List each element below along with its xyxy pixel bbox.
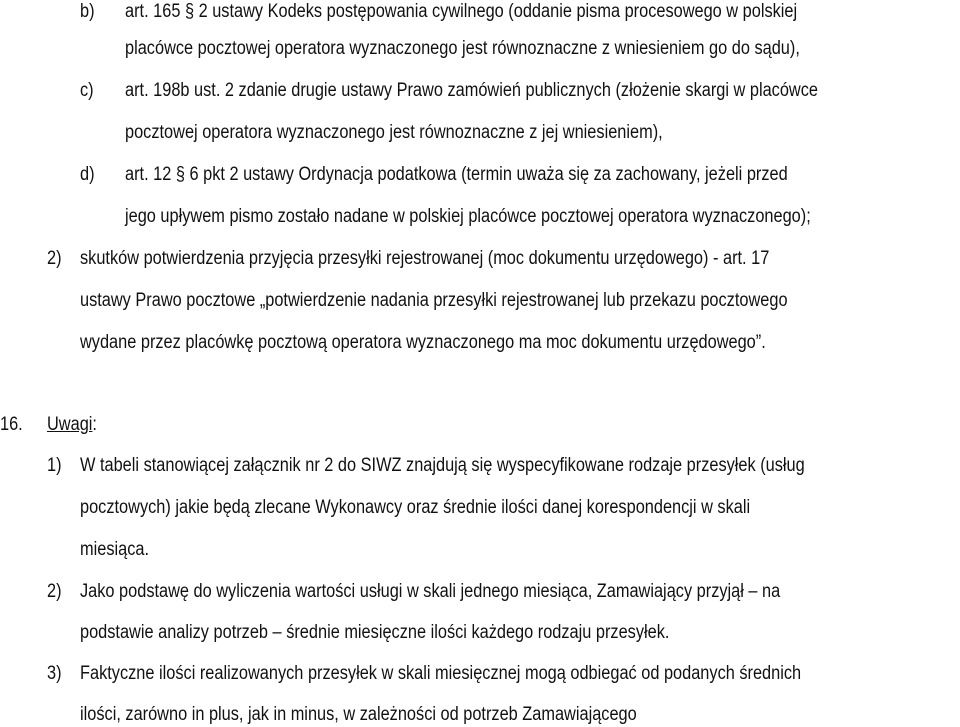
list-item-2-line-3: wydane przez placówkę pocztową operatora wyznaczonego ma moc dokumentu urzędowego”. <box>80 332 766 353</box>
list-item-d-line-2: jego upływem pismo zostało nadane w polskiej placówce pocztowej operatora wyznaczonego); <box>125 206 811 227</box>
section-heading <box>47 413 97 437</box>
list-item-b-line-1: art. 165 § 2 ustawy Kodeks postępowania cywilnego (oddanie pisma procesowego w polskiej <box>125 1 798 22</box>
list-label-d: d) <box>80 164 95 185</box>
note-label-3: 3) <box>47 663 62 684</box>
note-label-1: 1) <box>47 455 62 476</box>
note-3-line-2: ilości, zarówno in plus, jak in minus, w zależności od potrzeb Zamawiającego <box>80 704 637 725</box>
note-3-line-1: Faktyczne ilości realizowanych przesyłek w skali miesięcznej mogą odbiegać od podanych średnich <box>80 663 802 684</box>
list-item-2-line-1: skutków potwierdzenia przyjęcia przesyłki rejestrowanej (moc dokumentu urzędowego) - art. 17 <box>80 248 770 269</box>
note-1-line-1: W tabeli stanowiącej załącznik nr 2 do SIWZ znajdują się wyspecyfikowane rodzaje przesyłek (usług <box>80 455 805 476</box>
note-2-line-2: podstawie analizy potrzeb – średnie miesięczne ilości każdego rodzaju przesyłek. <box>80 622 670 643</box>
note-1-line-2: pocztowych) jakie będą zlecane Wykonawcy oraz średnie ilości danej korespondencji w skali <box>80 497 751 518</box>
note-2-line-1: Jako podstawę do wyliczenia wartości usługi w skali jednego miesiąca, Zamawiający przyjął – na <box>80 581 781 602</box>
list-item-d-line-1: art. 12 § 6 pkt 2 ustawy Ordynacja podatkowa (termin uważa się za zachowany, jeżeli przed <box>125 164 788 185</box>
section-number: 16. <box>0 414 23 435</box>
list-label-2: 2) <box>47 248 62 269</box>
section-heading-colon: : <box>92 414 97 435</box>
list-label-b: b) <box>80 1 95 22</box>
list-label-c: c) <box>80 80 94 101</box>
list-item-c-line-1: art. 198b ust. 2 zdanie drugie ustawy Prawo zamówień publicznych (złożenie skargi w placówce <box>125 80 818 101</box>
note-1-line-3: miesiąca. <box>80 539 150 560</box>
list-item-c-line-2: pocztowej operatora wyznaczonego jest równoznaczne z jej wniesieniem), <box>125 122 663 143</box>
list-item-2-line-2: ustawy Prawo pocztowe „potwierdzenie nadania przesyłki rejestrowanej lub przekazu pocztowego <box>80 290 788 311</box>
note-label-2: 2) <box>47 581 62 602</box>
list-item-b-line-2: placówce pocztowej operatora wyznaczonego jest równoznaczne z wniesieniem go do sądu), <box>125 38 800 59</box>
section-heading-text: Uwagi <box>47 414 93 435</box>
